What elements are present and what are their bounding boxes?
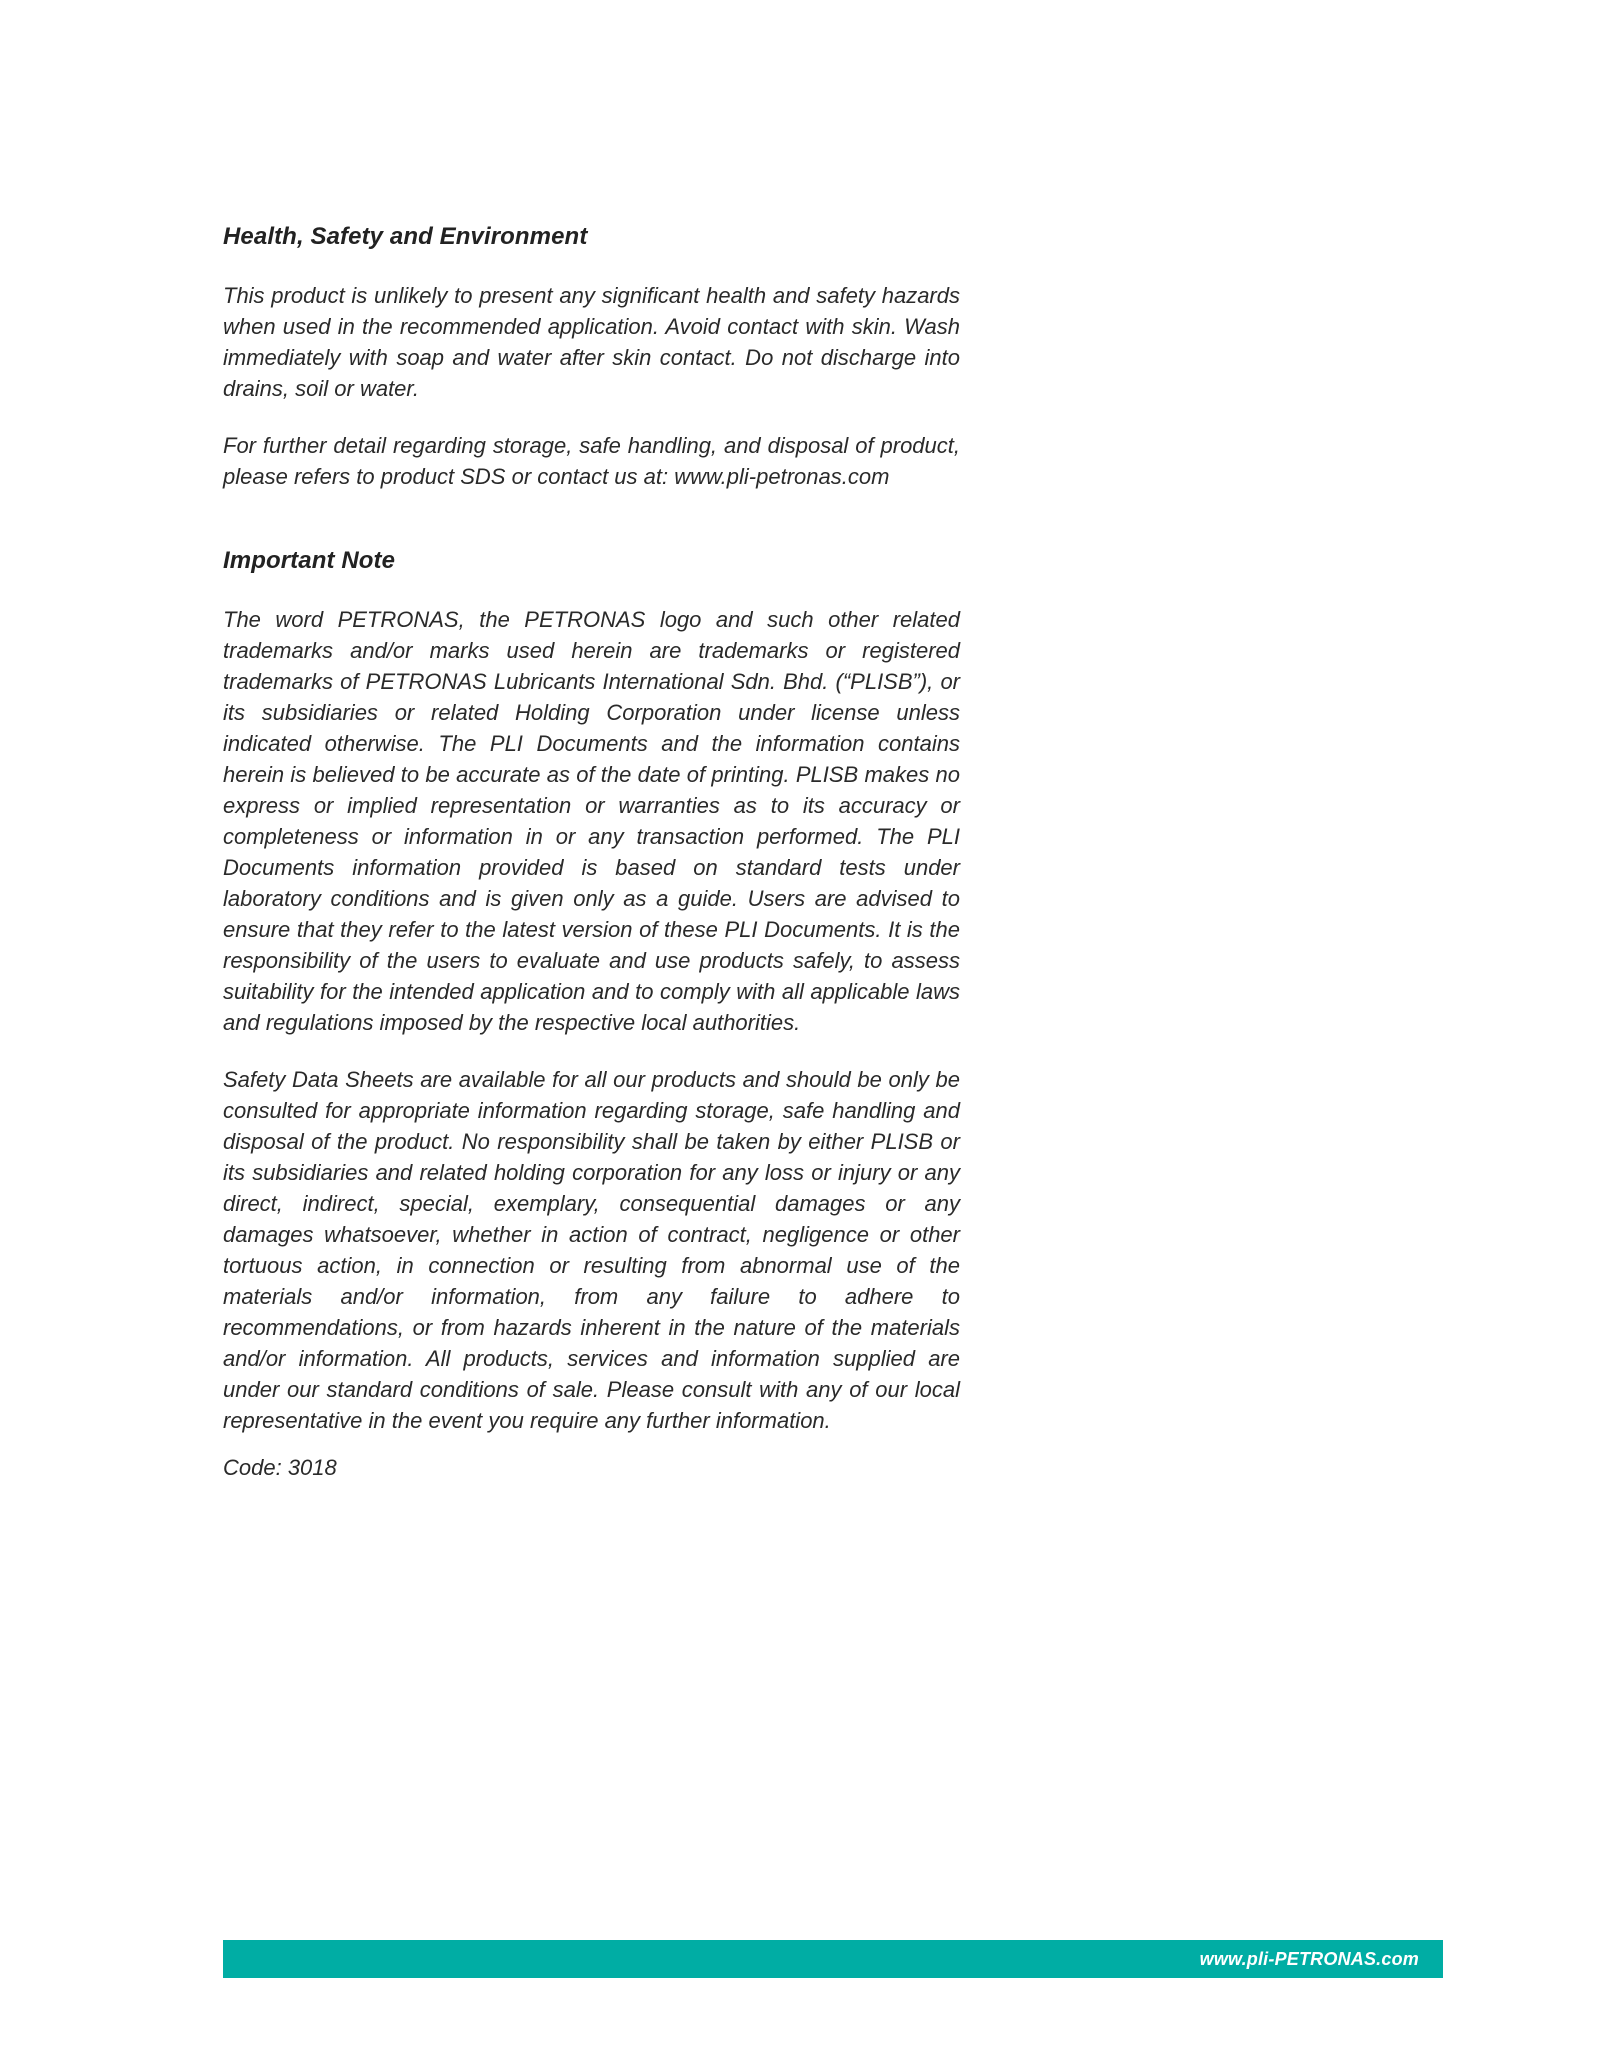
footer-url-link[interactable]: www.pli-PETRONAS.com <box>1199 1948 1419 1969</box>
hse-section-heading: Health, Safety and Environment <box>223 223 588 250</box>
hse-paragraph-2: For further detail regarding storage, safe handling, and disposal of product, please refers to product SDS or contact us at: www.pli-petronas.com <box>223 433 960 489</box>
product-code-line: Code: 3018 <box>223 1455 337 1480</box>
important-note-paragraph-2: Safety Data Sheets are available for all our products and should be only be consulted for appropriate information regarding storage, safe handling and disposal of the product. No responsibility shall be taken by either PLISB or its subsidiaries and related holding corporation for any loss or injury or any direct, indirect, special, exemplary, consequential damages or any damages whatsoever, whether in action of contract, negligence or other tortuous action, in connection or resulting from abnormal use of the materials and/or information, from any failure to adhere to recommendations, or from hazards inherent in the nature of the materials and/or information. All products, services and information supplied are under our standard conditions of sale. Please consult with any of our local representative in the event you require any further information. <box>223 1067 960 1433</box>
hse-paragraph-1: This product is unlikely to present any significant health and safety hazards when used in the recommended application. Avoid contact with skin. Wash immediately with soap and water after skin contact. Do not discharge into drains, soil or water. <box>223 283 960 401</box>
footer-bar <box>223 1940 1443 1978</box>
important-note-heading: Important Note <box>223 547 396 574</box>
important-note-paragraph-1: The word PETRONAS, the PETRONAS logo and such other related trademarks and/or marks used herein are trademarks or registered trademarks of PETRONAS Lubricants International Sdn. Bhd. (“PLISB”), or its subsidiaries or related Holding Corporation under license unless indicated otherwise. The PLI Documents and the information contains herein is believed to be accurate as of the date of printing. PLISB makes no express or implied representation or warranties as to its accuracy or completeness or information in or any transaction performed. The PLI Documents information provided is based on standard tests under laboratory conditions and is given only as a guide. Users are advised to ensure that they refer to the latest version of these PLI Documents. It is the responsibility of the users to evaluate and use products safely, to assess suitability for the intended application and to comply with all applicable laws and regulations imposed by the respective local authorities. <box>223 607 960 1035</box>
document-content <box>223 222 960 1483</box>
